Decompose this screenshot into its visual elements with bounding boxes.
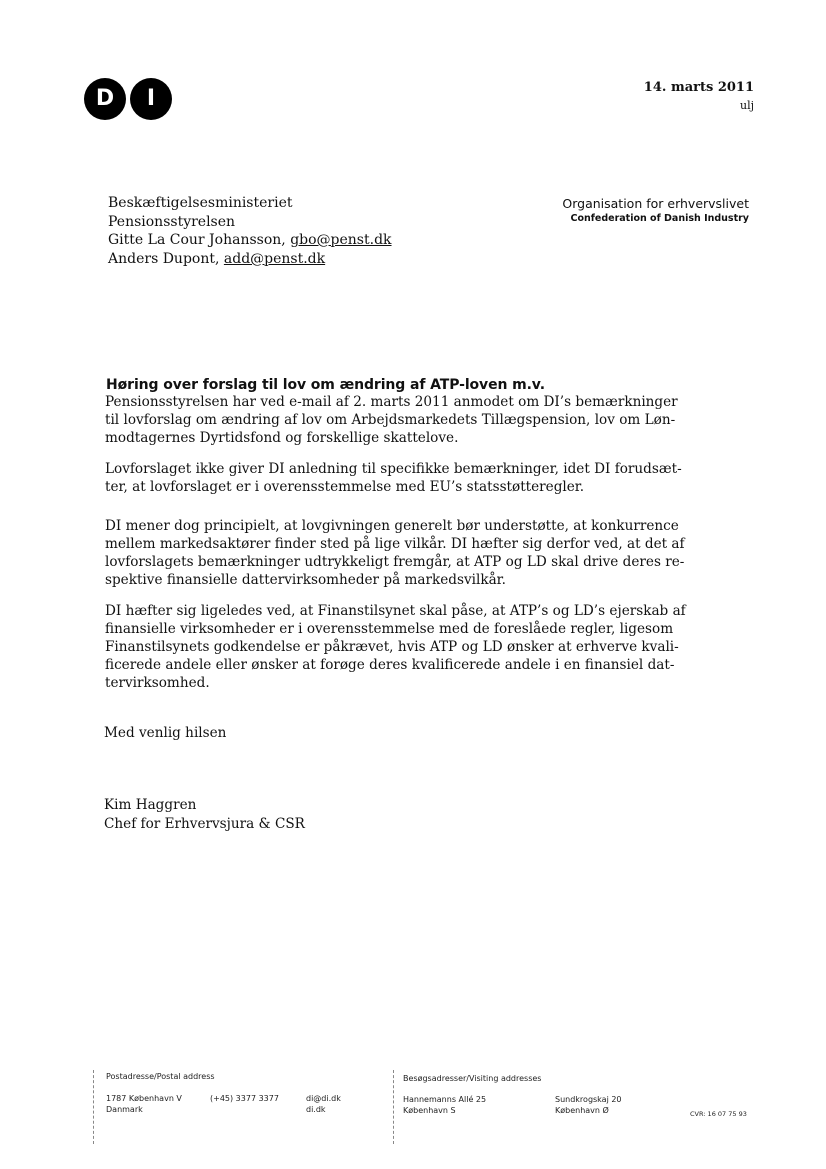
- footer-website[interactable]: di.dk: [306, 1105, 326, 1114]
- paragraph-line: modtagernes Dyrtidsfond og forskellige skattelove.: [105, 430, 459, 446]
- recipient-block: [108, 194, 392, 268]
- organisation-subtitle: Confederation of Danish Industry: [570, 213, 749, 224]
- logo-letter-i: I: [130, 78, 172, 120]
- di-logo: [84, 78, 172, 120]
- paragraph-line: finansielle virksomheder er i overensstemmelse med de foreslåede regler, ligesom: [105, 621, 674, 637]
- footer-divider-left: [93, 1070, 94, 1144]
- paragraph-line: DI mener dog principielt, at lovgivningen generelt bør understøtte, at konkurrence: [105, 518, 679, 534]
- footer-postal-label: Postadresse/Postal address: [106, 1072, 215, 1081]
- paragraph-line: lovforslagets bemærkninger udtrykkeligt fremgår, at ATP og LD skal drive deres re-: [105, 554, 685, 570]
- paragraph-line: DI hæfter sig ligeledes ved, at Finanstilsynet skal påse, at ATP’s og LD’s ejerskab af: [105, 603, 686, 619]
- paragraph-2: [105, 460, 682, 496]
- recipient-name-2: Anders Dupont,: [108, 250, 224, 267]
- footer-visiting-label: Besøgsadresser/Visiting addresses: [403, 1074, 542, 1083]
- footer-postal-address: [106, 1093, 182, 1115]
- footer-contact: [306, 1093, 341, 1115]
- footer-phone: (+45) 3377 3377: [210, 1094, 279, 1103]
- paragraph-3: [105, 517, 685, 589]
- recipient-agency: Pensionsstyrelsen: [108, 213, 236, 230]
- paragraph-line: spektive finansielle dattervirksomheder på markedsvilkår.: [105, 572, 507, 588]
- footer-divider-middle: [393, 1070, 394, 1144]
- organisation-block: [562, 196, 749, 224]
- letter-date: 14. marts 2011: [643, 80, 754, 95]
- footer-visit-line: Hannemanns Allé 25: [403, 1095, 487, 1104]
- paragraph-1: [105, 393, 678, 447]
- footer-visit-address-1: [403, 1094, 486, 1116]
- footer-postal-line: 1787 København V: [106, 1094, 182, 1103]
- recipient-person-1: [108, 231, 392, 250]
- paragraph-line: Finanstilsynets godkendelse er påkrævet, hvis ATP og LD ønsker at erhverve kvali-: [105, 639, 679, 655]
- paragraph-4: [105, 602, 686, 692]
- footer-email[interactable]: di@di.dk: [306, 1094, 341, 1103]
- footer-visit-line: København Ø: [555, 1106, 609, 1115]
- paragraph-line: til lovforslag om ændring af lov om Arbejdsmarkedets Tillægspension, lov om Løn-: [105, 412, 676, 428]
- paragraph-line: Pensionsstyrelsen har ved e-mail af 2. marts 2011 anmodet om DI’s bemærkninger: [105, 394, 678, 410]
- recipient-email-link-1[interactable]: gbo@penst.dk: [290, 232, 392, 248]
- recipient-email-link-2[interactable]: add@penst.dk: [223, 250, 326, 267]
- footer-visit-address-2: [555, 1094, 622, 1116]
- recipient-ministry: Beskæftigelsesministeriet: [108, 195, 293, 211]
- footer-cvr: CVR: 16 07 75 93: [690, 1110, 747, 1118]
- paragraph-line: Lovforslaget ikke giver DI anledning til specifikke bemærkninger, idet DI forudsæt-: [105, 461, 682, 477]
- paragraph-line: tervirksomhed.: [105, 675, 210, 691]
- signature-title: Chef for Erhvervsjura & CSR: [104, 816, 305, 832]
- paragraph-line: ter, at lovforslaget er i overensstemmelse med EU’s statsstøtteregler.: [105, 479, 585, 495]
- footer-visit-line: Sundkrogskaj 20: [555, 1095, 622, 1104]
- organisation-name: Organisation for erhvervslivet: [562, 196, 749, 211]
- paragraph-line: mellem markedsaktører finder sted på lige vilkår. DI hæfter sig derfor ved, at det af: [105, 536, 685, 552]
- recipient-person-2: [108, 250, 392, 269]
- recipient-name-1: Gitte La Cour Johansson,: [108, 232, 291, 248]
- signature-name: Kim Haggren: [104, 797, 197, 813]
- footer-visit-line: København S: [403, 1106, 456, 1115]
- sender-initials: ulj: [739, 99, 754, 112]
- logo-letter-d: D: [84, 78, 126, 120]
- letter-heading: Høring over forslag til lov om ændring af ATP-loven m.v.: [106, 377, 545, 393]
- signature-block: [104, 796, 305, 834]
- paragraph-line: ficerede andele eller ønsker at forøge deres kvalificerede andele i en finansiel dat-: [105, 657, 675, 673]
- footer-postal-line: Danmark: [106, 1105, 143, 1114]
- closing-greeting: Med venlig hilsen: [104, 725, 227, 741]
